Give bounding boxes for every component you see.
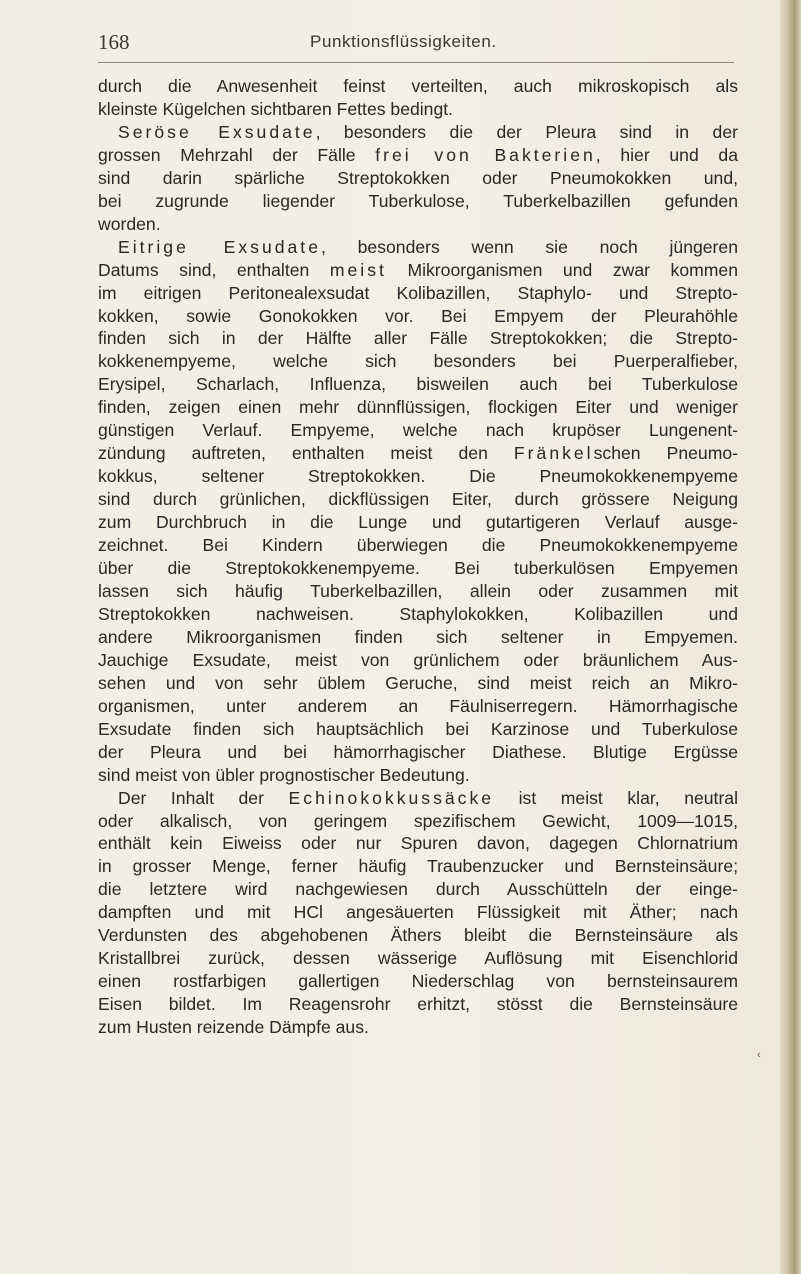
text-line: Jauchige Exsudate, meist von grünlichem oder bräunlichem Aus-	[98, 649, 738, 670]
text-line: lassen sich häufig Tuberkelbazillen, allein oder zusammen mit	[98, 580, 738, 601]
text-line: worden.	[98, 213, 161, 234]
text-line: enthält kein Eiweiss oder nur Spuren davon, dagegen Chlornatrium	[98, 833, 738, 854]
text-line: finden sich in der Hälfte aller Fälle Streptokokken; die Strepto-	[98, 328, 738, 349]
page-number: 168	[98, 30, 130, 54]
header-rule	[98, 62, 734, 63]
text-line: sind meist von übler prognostischer Bedeutung.	[98, 764, 470, 785]
text-line: zum Husten reizende Dämpfe aus.	[98, 1017, 369, 1038]
text-line: Datums sind, enthalten meist Mikroorganismen und zwar kommen	[98, 259, 739, 280]
emphasis-spaced: frei von Bakterien	[375, 144, 596, 165]
emphasis-spaced: Seröse Exsudate	[118, 121, 316, 142]
text-line: kokkus, seltener Streptokokken. Die Pneumokokkenempyeme	[98, 466, 738, 487]
paragraph-echinococcus: Der Inhalt der Echinokokkussäcke ist meist klar, neutral	[118, 787, 739, 808]
paragraph-purulent-exudates: Eitrige Exsudate, besonders wenn sie noch jüngeren	[118, 236, 738, 257]
text-line: zum Durchbruch in die Lunge und gutartigeren Verlauf ausge-	[98, 512, 738, 533]
text-line: grossen Mehrzahl der Fälle frei von Bakterien, hier und da	[98, 144, 738, 165]
body-text	[98, 75, 738, 1039]
running-head: Punktionsflüssigkeiten.	[310, 32, 497, 51]
emphasis-spaced: Eitrige Exsudate	[118, 236, 321, 257]
text-line: durch die Anwesenheit feinst verteilten, auch mikroskopisch als	[98, 76, 738, 96]
page-binding-edge	[780, 0, 801, 1274]
emphasis-spaced: Fränkel	[513, 443, 594, 464]
text-line: zeichnet. Bei Kindern überwiegen die Pneumokokkenempyeme	[98, 535, 738, 556]
text-line: im eitrigen Peritonealexsudat Kolibazillen, Staphylo- und Strepto-	[98, 282, 738, 303]
text-line: Kristallbrei zurück, dessen wässerige Auflösung mit Eisenchlorid	[98, 948, 738, 969]
text-line: sind durch grünlichen, dickflüssigen Eiter, durch grössere Neigung	[98, 489, 738, 510]
paragraph-serous-exudates: Seröse Exsudate, besonders die der Pleura sind in der	[118, 121, 738, 142]
text-line: dampften und mit HCl angesäuerten Flüssigkeit mit Äther; nach	[98, 902, 738, 923]
text-line: sehen und von sehr üblem Geruche, sind meist reich an Mikro-	[98, 672, 738, 693]
text-line: organismen, unter anderem an Fäulniserregern. Hämorrhagische	[98, 695, 738, 716]
text-line: kleinste Kügelchen sichtbaren Fettes bedingt.	[98, 98, 454, 119]
text-line: in grosser Menge, ferner häufig Traubenzucker und Bernsteinsäure;	[98, 856, 738, 877]
text-line: Erysipel, Scharlach, Influenza, bisweilen auch bei Tuberkulose	[98, 374, 738, 395]
text-line: zündung auftreten, enthalten meist den Fränkelschen Pneumo-	[98, 443, 738, 464]
text-line: sind darin spärliche Streptokokken oder Pneumokokken und,	[98, 167, 738, 188]
text-line: Exsudate finden sich hauptsächlich bei Karzinose und Tuberkulose	[98, 718, 738, 739]
text-line: kokken, sowie Gonokokken vor. Bei Empyem der Pleurahöhle	[98, 305, 738, 326]
text-line: finden, zeigen einen mehr dünnflüssigen, flockigen Eiter und weniger	[98, 397, 738, 418]
margin-mark: ‹	[757, 1049, 761, 1061]
emphasis-spaced: meist	[329, 259, 387, 280]
text-line: andere Mikroorganismen finden sich seltener in Empyemen.	[98, 626, 738, 647]
emphasis-spaced: Echinokokkussäcke	[288, 787, 495, 808]
text-line: Verdunsten des abgehobenen Äthers bleibt die Bernsteinsäure als	[98, 925, 738, 946]
text-line: bei zugrunde liegender Tuberkulose, Tuberkelbazillen gefunden	[98, 190, 738, 211]
text-line: die letztere wird nachgewiesen durch Ausschütteln der einge-	[98, 879, 738, 900]
text-line: kokkenempyeme, welche sich besonders bei Puerperalfieber,	[98, 351, 738, 372]
text-line: über die Streptokokkenempyeme. Bei tuberkulösen Empyemen	[98, 558, 738, 579]
text-line: Eisen bildet. Im Reagensrohr erhitzt, stösst die Bernsteinsäure	[98, 994, 738, 1015]
text-line: Streptokokken nachweisen. Staphylokokken, Kolibazillen und	[98, 603, 738, 624]
text-line: oder alkalisch, von geringem spezifischem Gewicht, 1009—1015,	[98, 810, 738, 831]
text-line: einen rostfarbigen gallertigen Niederschlag von bernsteinsaurem	[98, 971, 738, 992]
page-header	[98, 27, 738, 55]
text-line: günstigen Verlauf. Empyeme, welche nach krupöser Lungenent-	[98, 420, 738, 441]
text-line: der Pleura und bei hämorrhagischer Diathese. Blutige Ergüsse	[98, 741, 738, 762]
